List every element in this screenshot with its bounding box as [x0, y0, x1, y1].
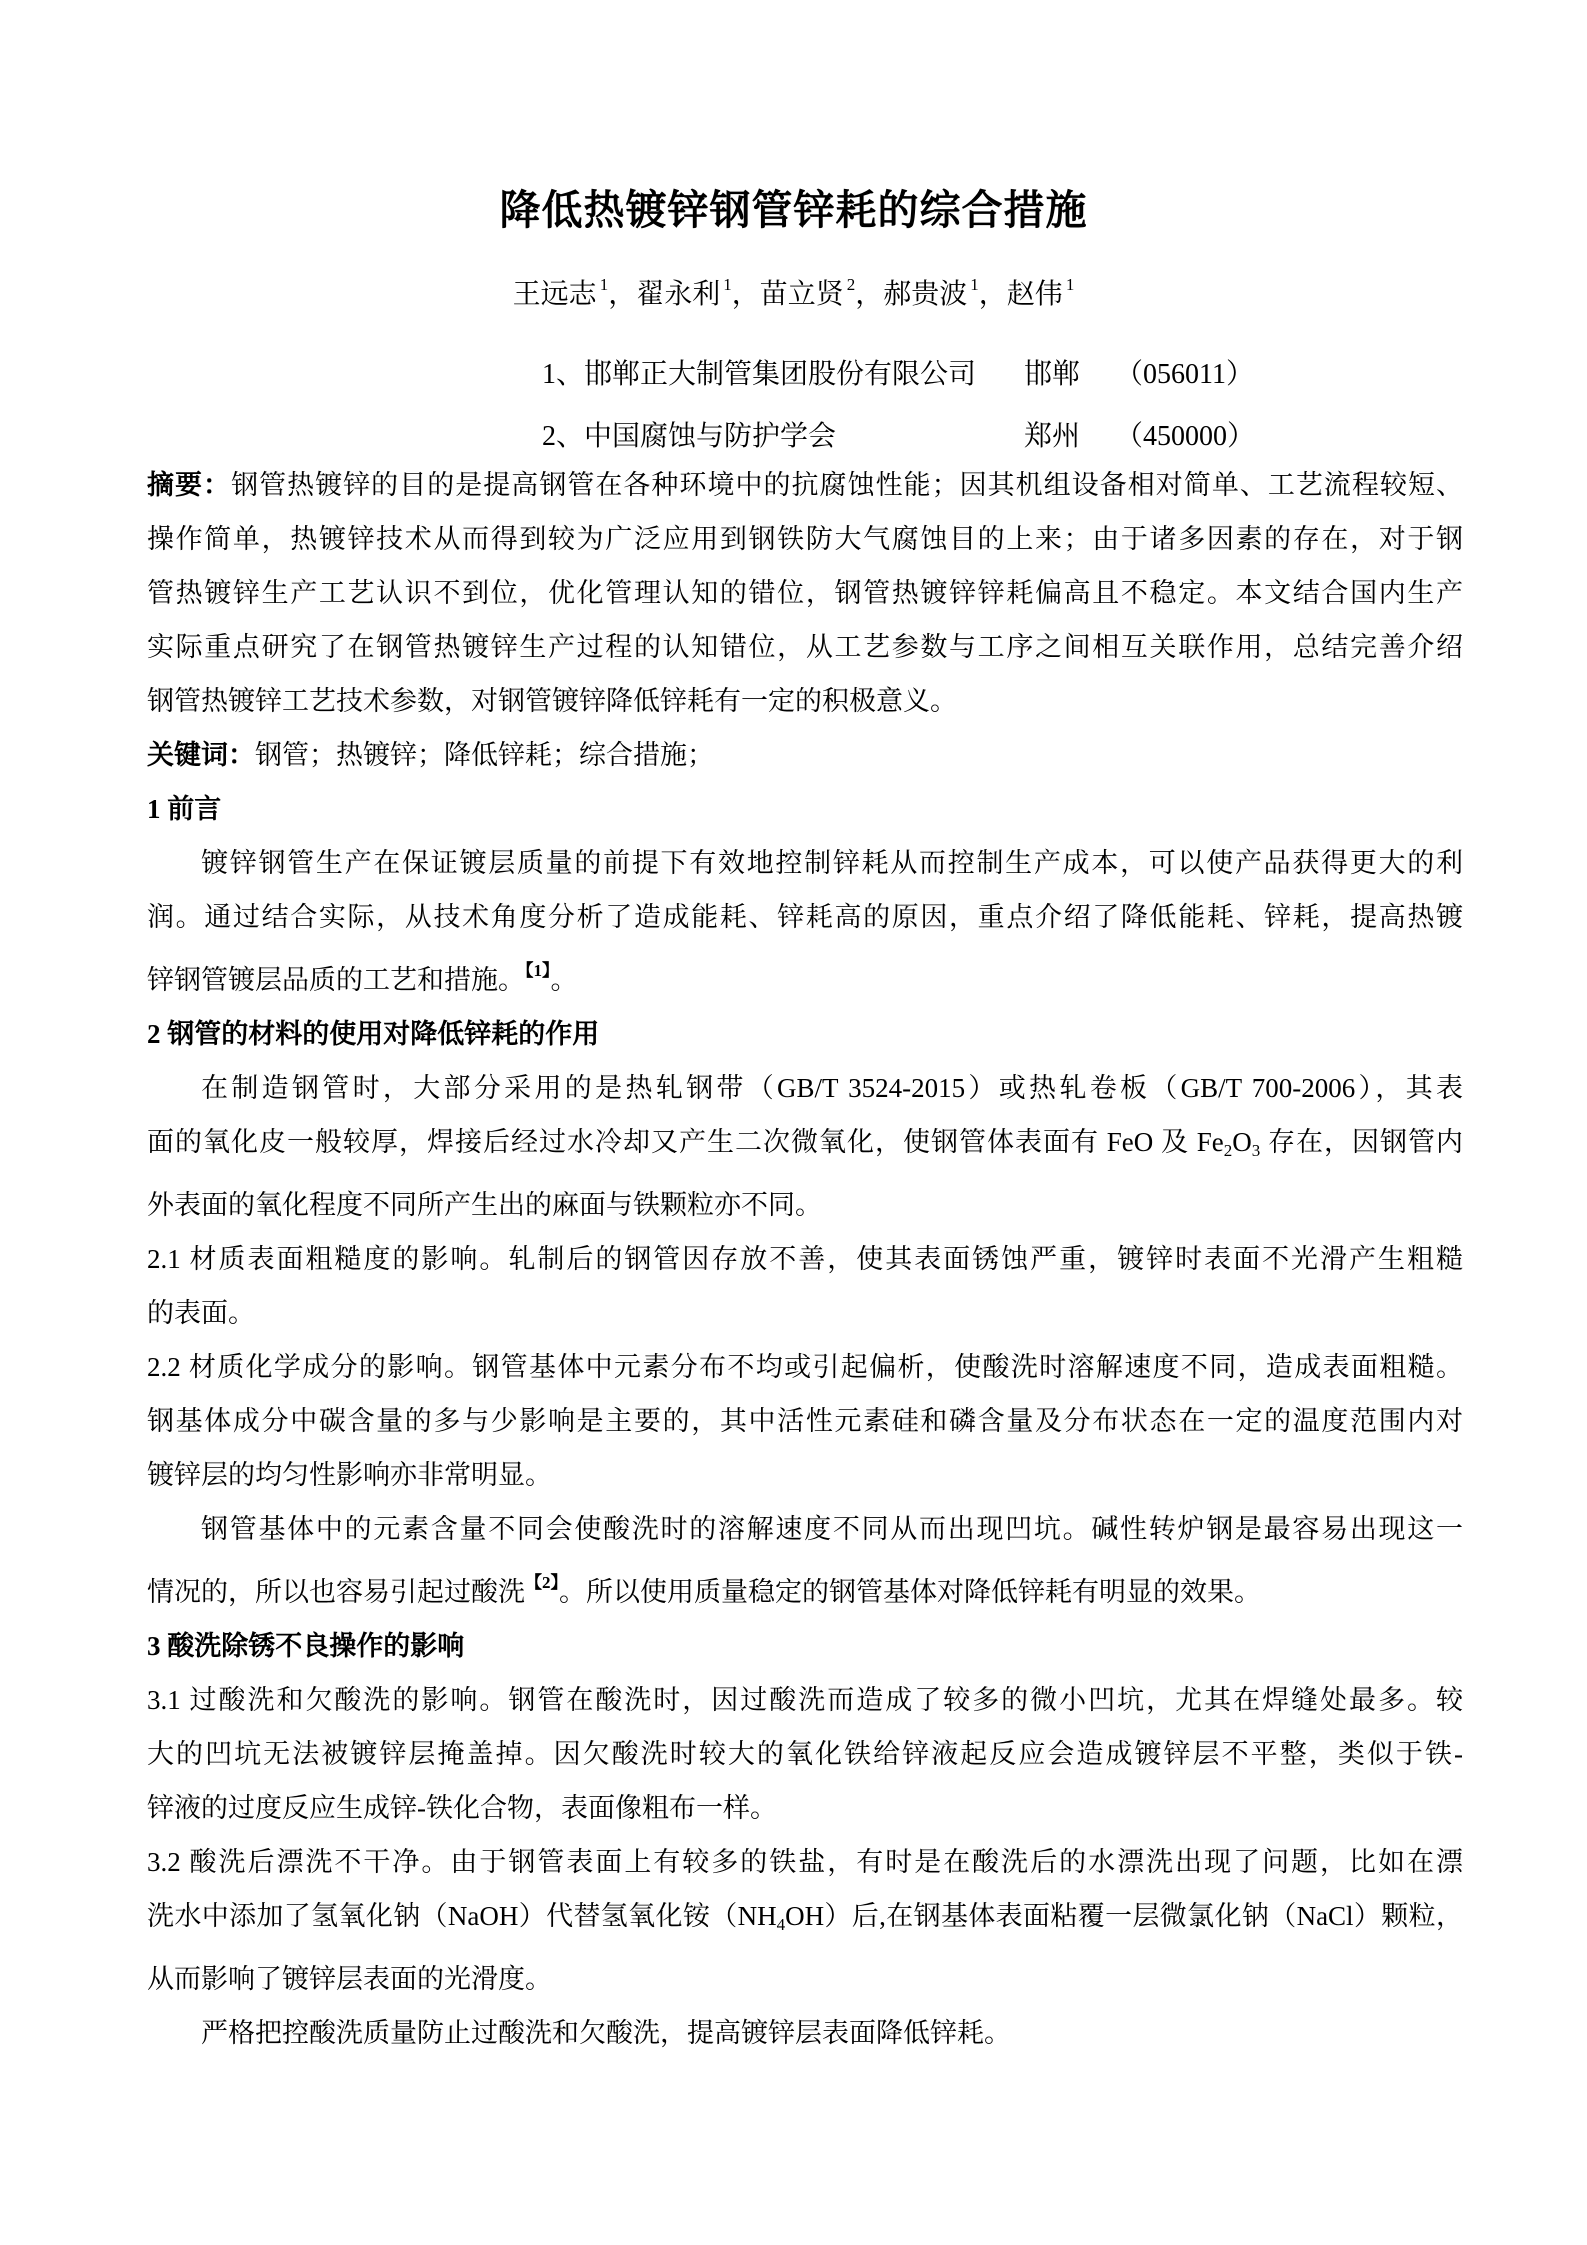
text-line: 钢管热镀锌工艺技术参数，对钢管镀锌降低锌耗有一定的积极意义。 — [147, 686, 957, 716]
author-name: 王远志 — [512, 279, 597, 310]
text-line: 钢基体成分中碳含量的多与少影响是主要的，其中活性元素硅和磷含量及分布状态在一定的温度范围内对 — [147, 1406, 1463, 1436]
text-line: 在制造钢管时，大部分采用的是热轧钢带（GB/T 3524-2015）或热轧卷板（GB/T 700-2006），其表 — [201, 1073, 1463, 1103]
text-line: 镀锌钢管生产在保证镀层质量的前提下有效地控制锌耗从而控制生产成本，可以使产品获得更大的利 — [201, 848, 1463, 878]
text-line: 操作简单，热镀锌技术从而得到较为广泛应用到钢铁防大气腐蚀目的上来；由于诸多因素的存在，对于钢 — [147, 524, 1463, 554]
text-line: 3.1 过酸洗和欠酸洗的影响。钢管在酸洗时，因过酸洗而造成了较多的微小凹坑，尤其在焊缝处最多。较 — [147, 1685, 1463, 1715]
author-name: 翟永利 — [636, 279, 721, 310]
author-separator: ， — [608, 279, 637, 310]
affiliation-city: 邯郸 — [1024, 359, 1081, 390]
text-line: 洗水中添加了氢氧化钠（NaOH）代替氢氧化铵（NH4OH）后,在钢基体表面粘覆一层微氯化钠（NaCl）颗粒， — [147, 1901, 1463, 1934]
affiliation-line — [542, 344, 1587, 406]
author-separator: ， — [855, 279, 884, 310]
text-line: 大的凹坑无法被镀锌层掩盖掉。因欠酸洗时较大的氧化铁给锌液起反应会造成镀锌层不平整，类似于铁- — [147, 1739, 1463, 1769]
document-body — [0, 458, 1587, 2060]
text-line: 2.2 材质化学成分的影响。钢管基体中元素分布不均或引起偏析，使酸洗时溶解速度不同，造成表面粗糙。 — [147, 1352, 1463, 1382]
affiliation-postal: （056011） — [1115, 359, 1254, 390]
subscript: 3 — [1251, 1141, 1261, 1160]
author-affiliation-ref: 1 — [1065, 275, 1075, 294]
keywords-line — [147, 728, 1463, 782]
reference-mark: 【2】 — [525, 1573, 559, 1592]
text-line: 2 钢管的材料的使用对降低锌耗的作用 — [147, 1019, 600, 1049]
text-line: 关键词：钢管；热镀锌；降低锌耗；综合措施； — [147, 740, 714, 770]
text-line: 严格把控酸洗质量防止过酸洗和欠酸洗，提高镀锌层表面降低锌耗。 — [201, 2018, 1011, 2048]
body-paragraph — [147, 1232, 1463, 1340]
text-line: 从而影响了镀锌层表面的光滑度。 — [147, 1964, 552, 1994]
page-title: 降低热镀锌钢管锌耗的综合措施 — [499, 187, 1088, 233]
bold-label: 关键词： — [147, 740, 255, 770]
text-line: 锌钢管镀层品质的工艺和措施。$^{【1】}$。 — [147, 961, 578, 995]
affiliation-org: 2、中国腐蚀与防护学会 — [542, 421, 837, 452]
text-line: 3.2 酸洗后漂洗不干净。由于钢管表面上有较多的铁盐，有时是在酸洗后的水漂洗出现了问题，比如在漂 — [147, 1847, 1463, 1877]
author-name: 郝贵波 — [883, 279, 968, 310]
author-affiliation-ref: 1 — [970, 275, 979, 294]
text-line: 2.1 材质表面粗糙度的影响。轧制后的钢管因存放不善，使其表面锈蚀严重，镀锌时表面不光滑产生粗糙 — [147, 1244, 1463, 1274]
subscript: 2 — [1223, 1141, 1233, 1160]
text-line: 情况的，所以也容易引起过酸洗$^{【2】}$。所以使用质量稳定的钢管基体对降低锌耗有明显的效果。 — [147, 1573, 1261, 1607]
text-line: 摘要：钢管热镀锌的目的是提高钢管在各种环境中的抗腐蚀性能；因其机组设备相对简单、工艺流程较短、 — [147, 470, 1464, 500]
text-line: 实际重点研究了在钢管热镀锌生产过程的认知错位，从工艺参数与工序之间相互关联作用，总结完善介绍 — [147, 632, 1463, 662]
text-line: 面的氧化皮一般较厚，焊接后经过水冷却又产生二次微氧化，使钢管体表面有 FeO 及 Fe2O3 存在，因钢管内 — [147, 1127, 1463, 1160]
body-paragraph — [147, 2006, 1463, 2060]
author-separator: ， — [978, 279, 1007, 310]
body-paragraph — [147, 1340, 1463, 1502]
section-heading-1 — [147, 782, 1463, 836]
reference-mark: 【1】 — [525, 961, 551, 980]
abstract-paragraph — [147, 458, 1463, 728]
text-line: 的表面。 — [147, 1298, 255, 1328]
text-line: 镀锌层的均匀性影响亦非常明显。 — [147, 1460, 552, 1490]
affiliation-city: 郑州 — [1024, 421, 1081, 452]
affiliation-postal: （450000） — [1115, 421, 1256, 452]
body-paragraph — [147, 1502, 1463, 1619]
author-name: 苗立贤 — [759, 279, 844, 310]
text-line: 1 前言 — [147, 794, 222, 824]
author-affiliation-ref: 2 — [846, 275, 856, 294]
bold-label: 摘要： — [147, 470, 232, 500]
author-affiliation-ref: 1 — [599, 275, 609, 294]
author-separator: ， — [731, 279, 760, 310]
text-line: 钢管基体中的元素含量不同会使酸洗时的溶解速度不同从而出现凹坑。碱性转炉钢是最容易出现这一 — [201, 1514, 1463, 1544]
author-affiliation-ref: 1 — [723, 275, 732, 294]
affiliations — [0, 344, 1587, 468]
text-line: 锌液的过度反应生成锌-铁化合物，表面像粗布一样。 — [147, 1793, 777, 1823]
body-paragraph — [147, 1835, 1463, 2006]
text-line: 管热镀锌生产工艺认识不到位，优化管理认知的错位，钢管热镀锌锌耗偏高且不稳定。本文结合国内生产 — [147, 578, 1463, 608]
body-paragraph — [147, 1061, 1463, 1232]
text-line: 3 酸洗除锈不良操作的影响 — [147, 1631, 465, 1661]
affiliation-org: 1、邯郸正大制管集团股份有限公司 — [542, 359, 977, 390]
body-paragraph — [147, 836, 1463, 1007]
body-paragraph — [147, 1673, 1463, 1835]
section-heading-2 — [147, 1007, 1463, 1061]
author-name: 赵伟 — [1006, 279, 1063, 310]
section-heading-3 — [147, 1619, 1463, 1673]
text-line: 润。通过结合实际，从技术角度分析了造成能耗、锌耗高的原因，重点介绍了降低能耗、锌耗，提高热镀 — [147, 902, 1463, 932]
text-line: 外表面的氧化程度不同所产生出的麻面与铁颗粒亦不同。 — [147, 1190, 822, 1220]
subscript: 4 — [776, 1915, 786, 1934]
author-line — [0, 256, 1587, 324]
